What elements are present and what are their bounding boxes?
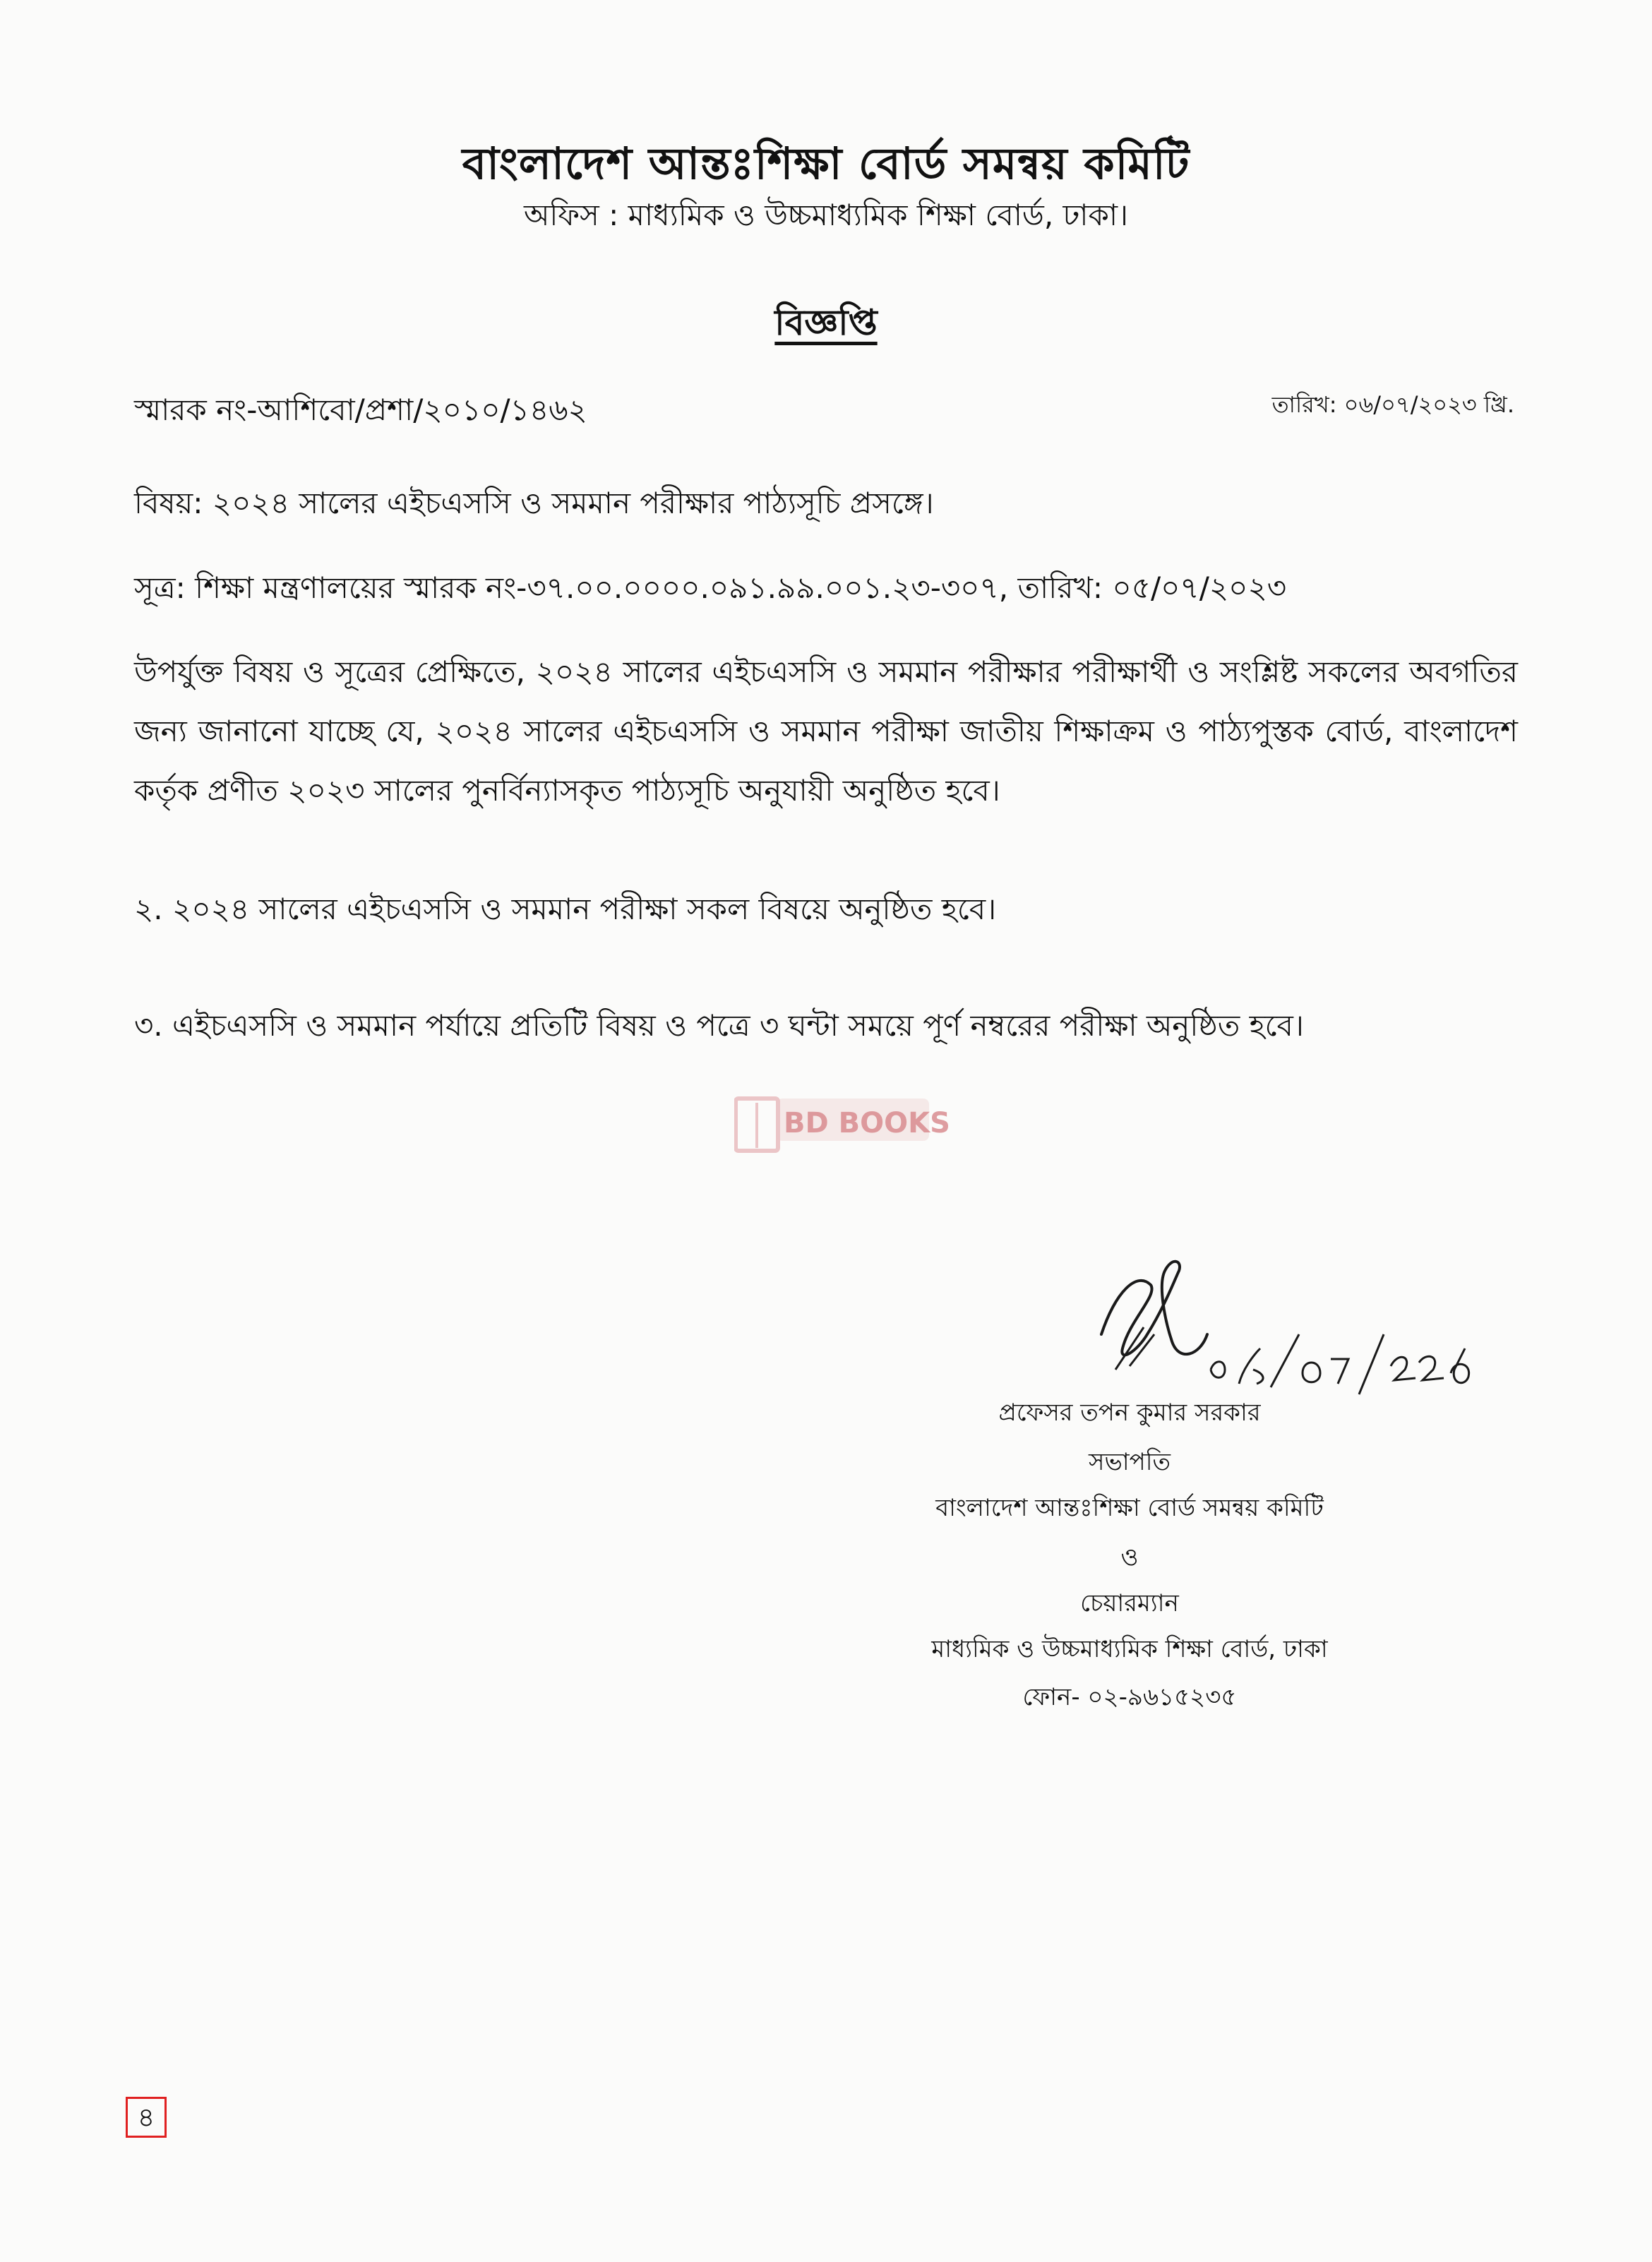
signatory-conjunction: ও — [1120, 1543, 1139, 1572]
notice-point-3: ৩. এইচএসসি ও সমমান পর্যায়ে প্রতিটি বিষয় ও পত্রে ৩ ঘন্টা সময়ে পূর্ণ নম্বরের পরীক্ষা অনুষ্ঠিত হবে। — [134, 1008, 1304, 1043]
notice-heading-text: বিজ্ঞপ্তি — [774, 302, 878, 343]
memo-number: স্মারক নং-আশিবো/প্রশা/২০১০/১৪৬২ — [134, 393, 587, 427]
notice-point-2: ২. ২০২৪ সালের এইচএসসি ও সমমান পরীক্ষা সকল বিষয়ে অনুষ্ঠিত হবে। — [134, 892, 997, 926]
notice-date: তারিখ: ০৬/০৭/২০২৩ খ্রি. — [1271, 391, 1514, 418]
signatory-role-chairman: সভাপতি — [1089, 1448, 1171, 1476]
committee-title: বাংলাদেশ আন্তঃশিক্ষা বোর্ড সমন্বয় কমিটি — [462, 138, 1190, 189]
page-number: ৪ — [126, 2097, 167, 2138]
notice-reference: সূত্র: শিক্ষা মন্ত্রণালয়ের স্মারক নং-৩৭.০০.০০০০.০৯১.৯৯.০০১.২৩-৩০৭, তারিখ: ০৫/০৭/২০২৩ — [134, 570, 1287, 605]
notice-subject: বিষয়: ২০২৪ সালের এইচএসসি ও সমমান পরীক্ষার পাঠ্যসূচি প্রসঙ্গে। — [134, 486, 934, 520]
notice-paragraph-1: উপর্যুক্ত বিষয় ও সূত্রের প্রেক্ষিতে, ২০২৪ সালের এইচএসসি ও সমমান পরীক্ষার পরীক্ষার্থী ও সংশ্লিষ্ট সকলের অবগতির জন্য জানানো যাচ্ছে যে, ২০২৪ সালের এইচএসসি ও সমমান পরীক্ষা জাতীয় শিক্ষাক্রম ও পাঠ্যপুস্তক বোর্ড, বাংলাদেশ কর্তৃক প্রণীত ২০২৩ সালের পুনর্বিন্যাসকৃত পাঠ্যসূচি অনুযায়ী অনুষ্ঠিত হবে। — [134, 654, 1518, 808]
signatory-board: মাধ্যমিক ও উচ্চমাধ্যমিক শিক্ষা বোর্ড, ঢাকা — [931, 1635, 1328, 1663]
signatory-name: প্রফেসর তপন কুমার সরকার — [998, 1399, 1261, 1427]
signatory-committee: বাংলাদেশ আন্তঃশিক্ষা বোর্ড সমন্বয় কমিটি — [935, 1494, 1324, 1522]
signatory-role-board-chairman: চেয়ারম্যান — [1080, 1589, 1179, 1617]
notice-heading — [0, 297, 1652, 355]
signatory-phone: ফোন- ০২-৯৬১৫২৩৫ — [1022, 1683, 1237, 1711]
handwritten-signature — [1087, 1228, 1504, 1412]
watermark-text: BD BOOKS — [784, 1107, 950, 1139]
office-address: অফিস : মাধ্যমিক ও উচ্চমাধ্যমিক শিক্ষা বোর্ড, ঢাকা। — [523, 198, 1129, 232]
